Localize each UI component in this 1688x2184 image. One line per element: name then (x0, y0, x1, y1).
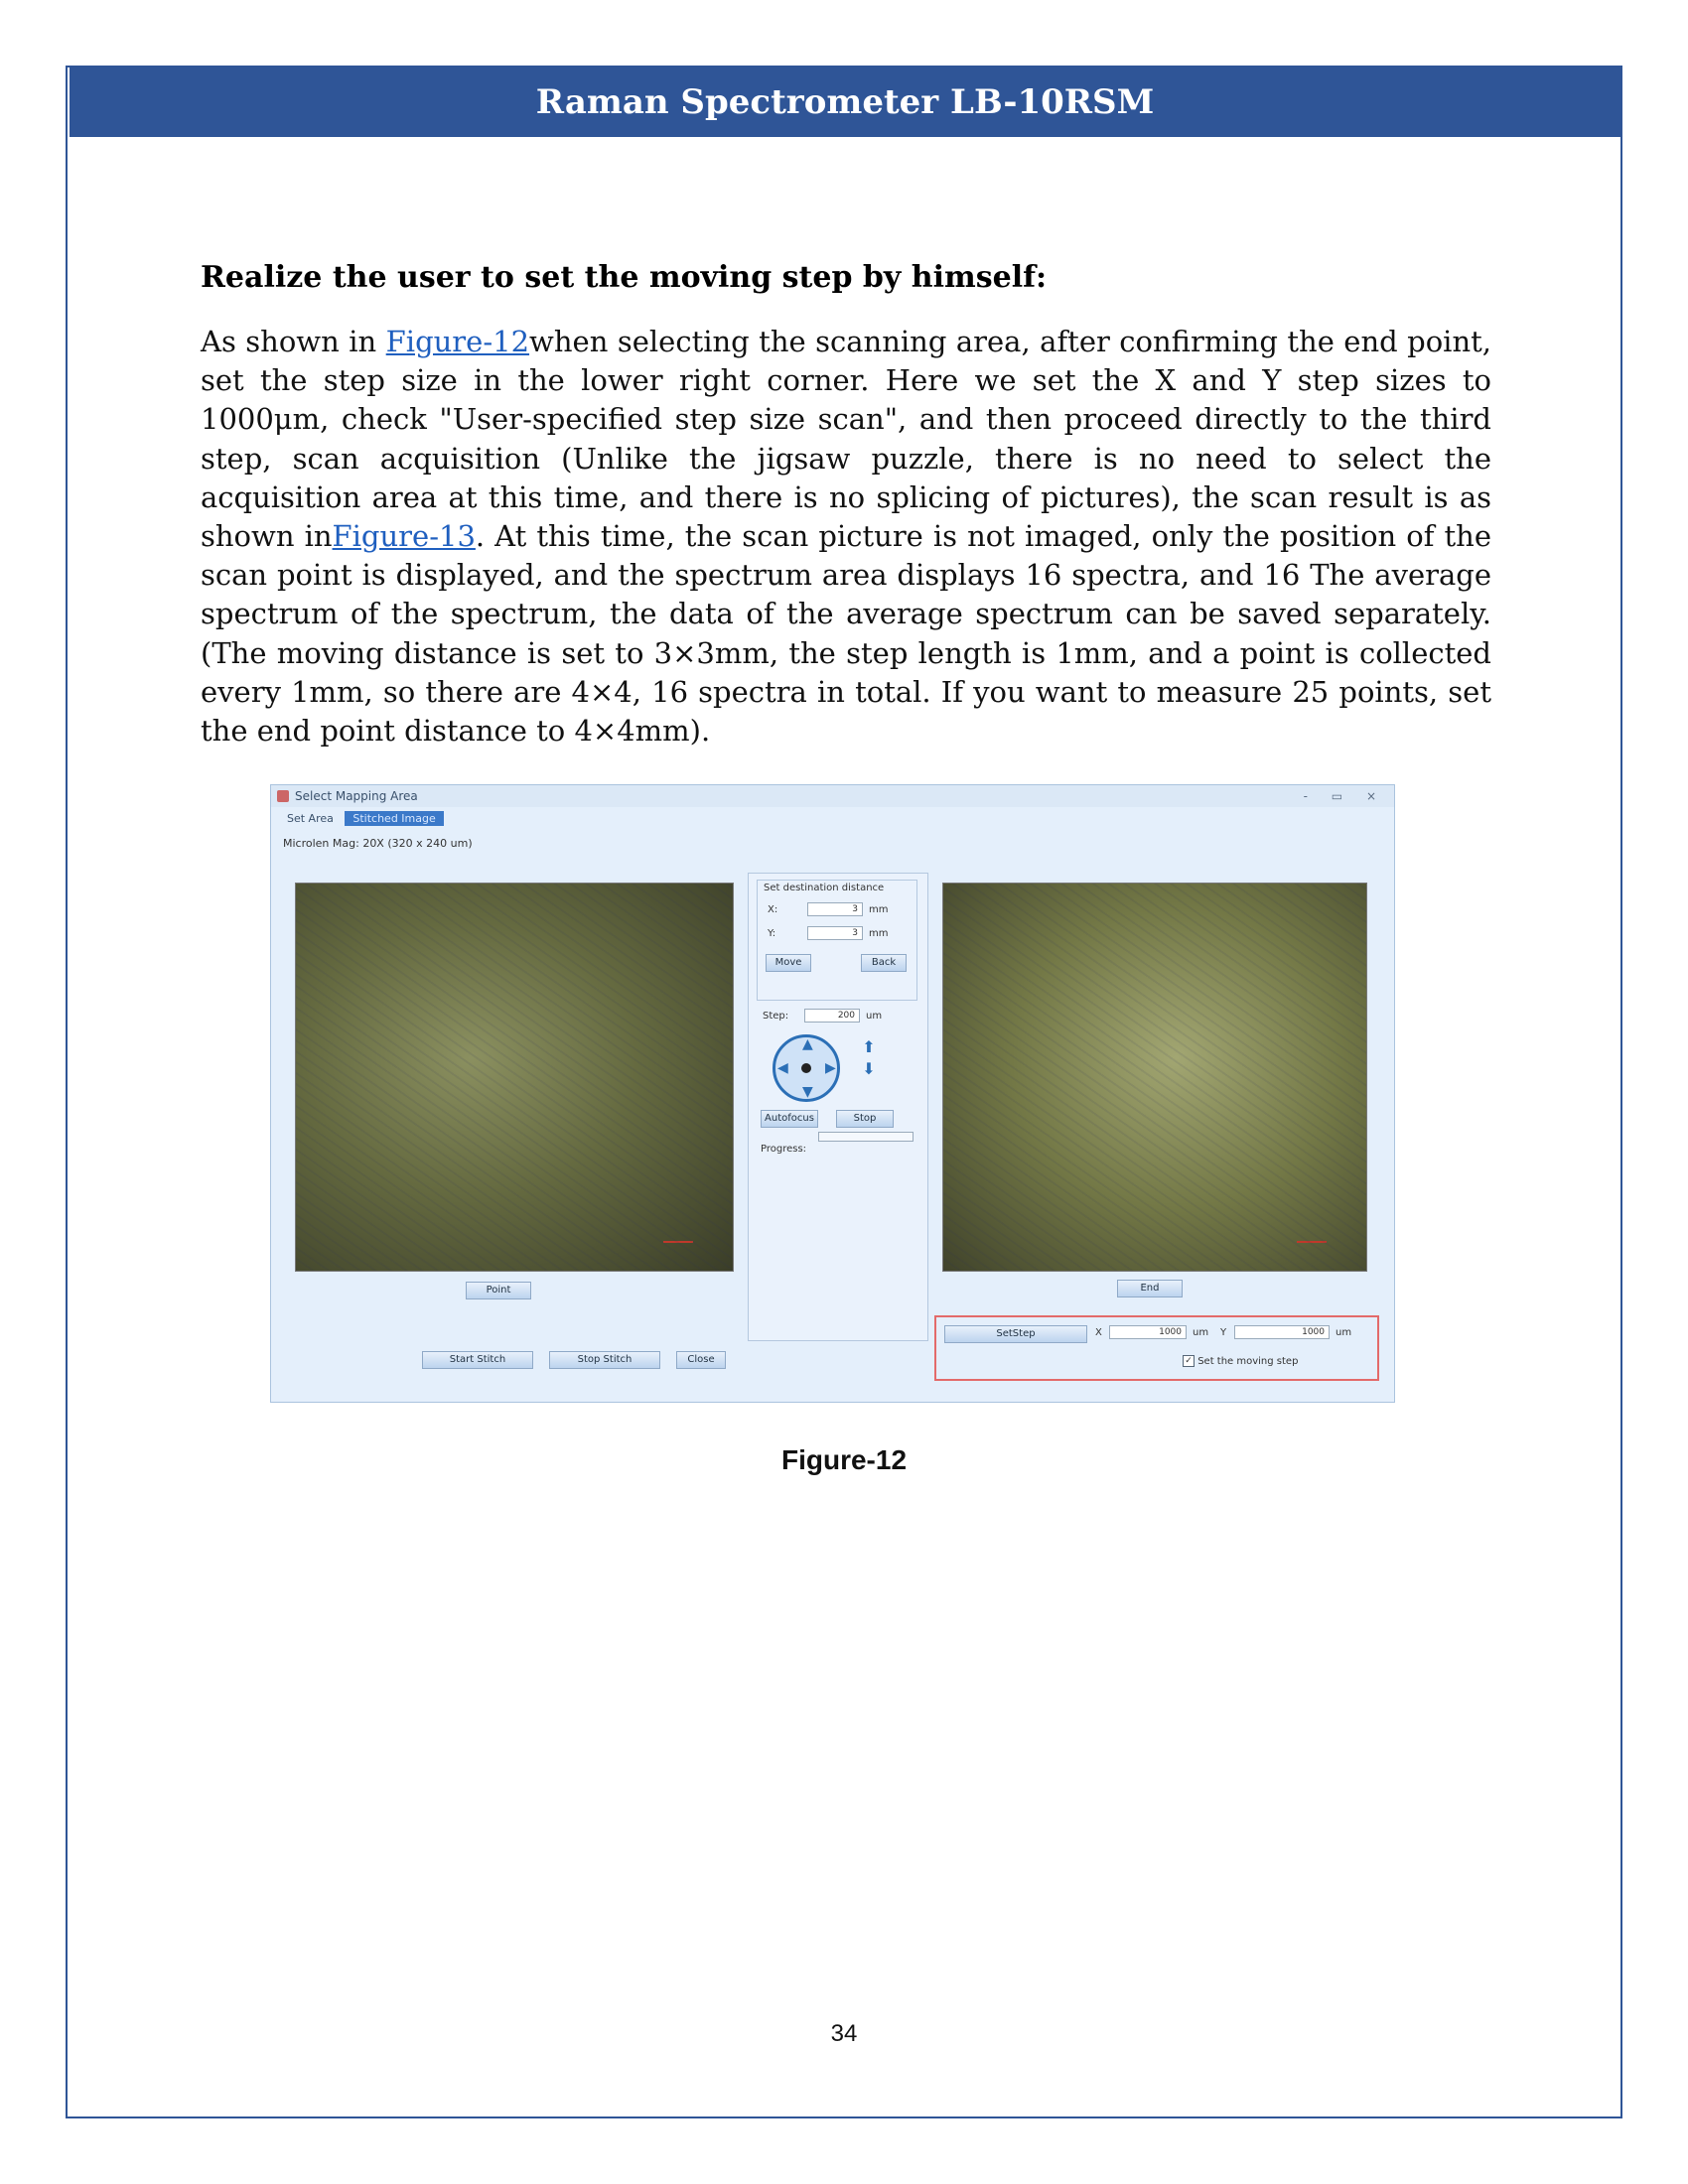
start-stitch-button[interactable]: Start Stitch (422, 1351, 533, 1369)
step-y-input[interactable]: 1000 (1234, 1325, 1330, 1339)
arrow-up-icon[interactable]: ▲ (802, 1036, 813, 1052)
tab-stitched-image[interactable]: Stitched Image (345, 811, 443, 826)
x-label: X: (768, 904, 778, 915)
step-settings-highlight (934, 1315, 1379, 1381)
x-unit: mm (869, 904, 889, 915)
window-titlebar (271, 785, 1394, 807)
progress-label: Progress: (761, 1144, 807, 1155)
move-button[interactable]: Move (766, 954, 811, 972)
figure-13-link[interactable]: Figure-13 (332, 519, 476, 554)
para-middle: when selecting the scanning area, after confirming the end point, set the step size in the lower right corner. Here we set the X and Y step sizes to 1000μm, check "User-specified step size scan", and then proceed directly to the third step, scan acquisition (Unlike the jigsaw puzzle, there is no need to select the acquisition area at this time, and there is no splicing of pictures), the scan result is as shown in (201, 325, 1492, 554)
tab-bar (279, 811, 444, 829)
step-y-unit: um (1336, 1327, 1352, 1338)
app-icon (277, 790, 289, 802)
arrow-right-icon[interactable]: ▶ (825, 1060, 836, 1076)
control-panel (748, 873, 928, 1341)
step-x-label: X (1095, 1327, 1102, 1338)
page-number: 34 (830, 2020, 858, 2047)
y-distance-input[interactable]: 3 (807, 926, 863, 940)
z-up-icon[interactable]: ⬆ (862, 1037, 876, 1056)
header-title: Raman Spectrometer LB-10RSM (70, 68, 1620, 137)
checkbox-label: Set the moving step (1197, 1356, 1299, 1367)
microscope-image-right (942, 883, 1367, 1272)
x-distance-input[interactable]: 3 (807, 902, 863, 916)
stop-button[interactable]: Stop (836, 1110, 894, 1128)
step-label: Step: (763, 1011, 789, 1022)
microscope-image-left (295, 883, 734, 1272)
dest-group-label: Set destination distance (764, 883, 885, 893)
figure-caption: Figure-12 (780, 1444, 908, 1475)
section-heading: Realize the user to set the moving step by himself: (201, 260, 1048, 295)
step-x-unit: um (1193, 1327, 1209, 1338)
close-button[interactable]: Close (676, 1351, 726, 1369)
window-title: Select Mapping Area (295, 789, 418, 803)
figure-screenshot (270, 784, 1395, 1403)
para-prefix: As shown in (201, 325, 386, 358)
set-moving-step-checkbox[interactable] (1183, 1355, 1298, 1367)
back-button[interactable]: Back (861, 954, 907, 972)
step-y-label: Y (1220, 1327, 1227, 1338)
checkbox-check-icon[interactable]: ✓ (1183, 1355, 1195, 1367)
y-label: Y: (768, 928, 776, 939)
step-unit: um (866, 1011, 883, 1022)
center-dot-icon (801, 1063, 811, 1073)
step-input[interactable]: 200 (804, 1009, 860, 1023)
autofocus-button[interactable]: Autofocus (761, 1110, 818, 1128)
z-down-icon[interactable]: ⬇ (862, 1059, 876, 1078)
arrow-down-icon[interactable]: ▼ (802, 1084, 813, 1100)
autofocus-progress-bar (818, 1132, 914, 1142)
scale-bar (663, 1241, 693, 1261)
body-paragraph (201, 323, 1491, 751)
z-axis-buttons (860, 1036, 878, 1080)
tab-set-area[interactable]: Set Area (287, 812, 334, 825)
end-button[interactable]: End (1117, 1280, 1183, 1297)
step-x-input[interactable]: 1000 (1109, 1325, 1187, 1339)
point-button[interactable]: Point (466, 1282, 531, 1299)
stage-direction-pad[interactable] (773, 1034, 840, 1102)
scale-bar (1297, 1241, 1327, 1261)
y-unit: mm (869, 928, 889, 939)
window-controls[interactable]: - ▭ × (1303, 789, 1386, 803)
setstep-button[interactable]: SetStep (944, 1325, 1087, 1343)
stop-stitch-button[interactable]: Stop Stitch (549, 1351, 660, 1369)
figure-12-link[interactable]: Figure-12 (385, 325, 530, 358)
arrow-left-icon[interactable]: ◀ (777, 1060, 788, 1076)
para-suffix: . At this time, the scan picture is not imaged, only the position of the scan point is displayed, and the spectrum area displays 16 spectra, and 16 The average spectrum of the spectrum, the data of the average spectrum can be saved separately. (The moving distance is set to 3×3mm, the step length is 1mm, and a point is collected every 1mm, so there are 4×4, 16 spectra in total. If you want to measure 25 points, set the end point distance to 4×4mm). (201, 519, 1491, 749)
microlens-mag-label: Microlen Mag: 20X (320 x 240 um) (283, 837, 473, 850)
destination-group (757, 880, 917, 1001)
